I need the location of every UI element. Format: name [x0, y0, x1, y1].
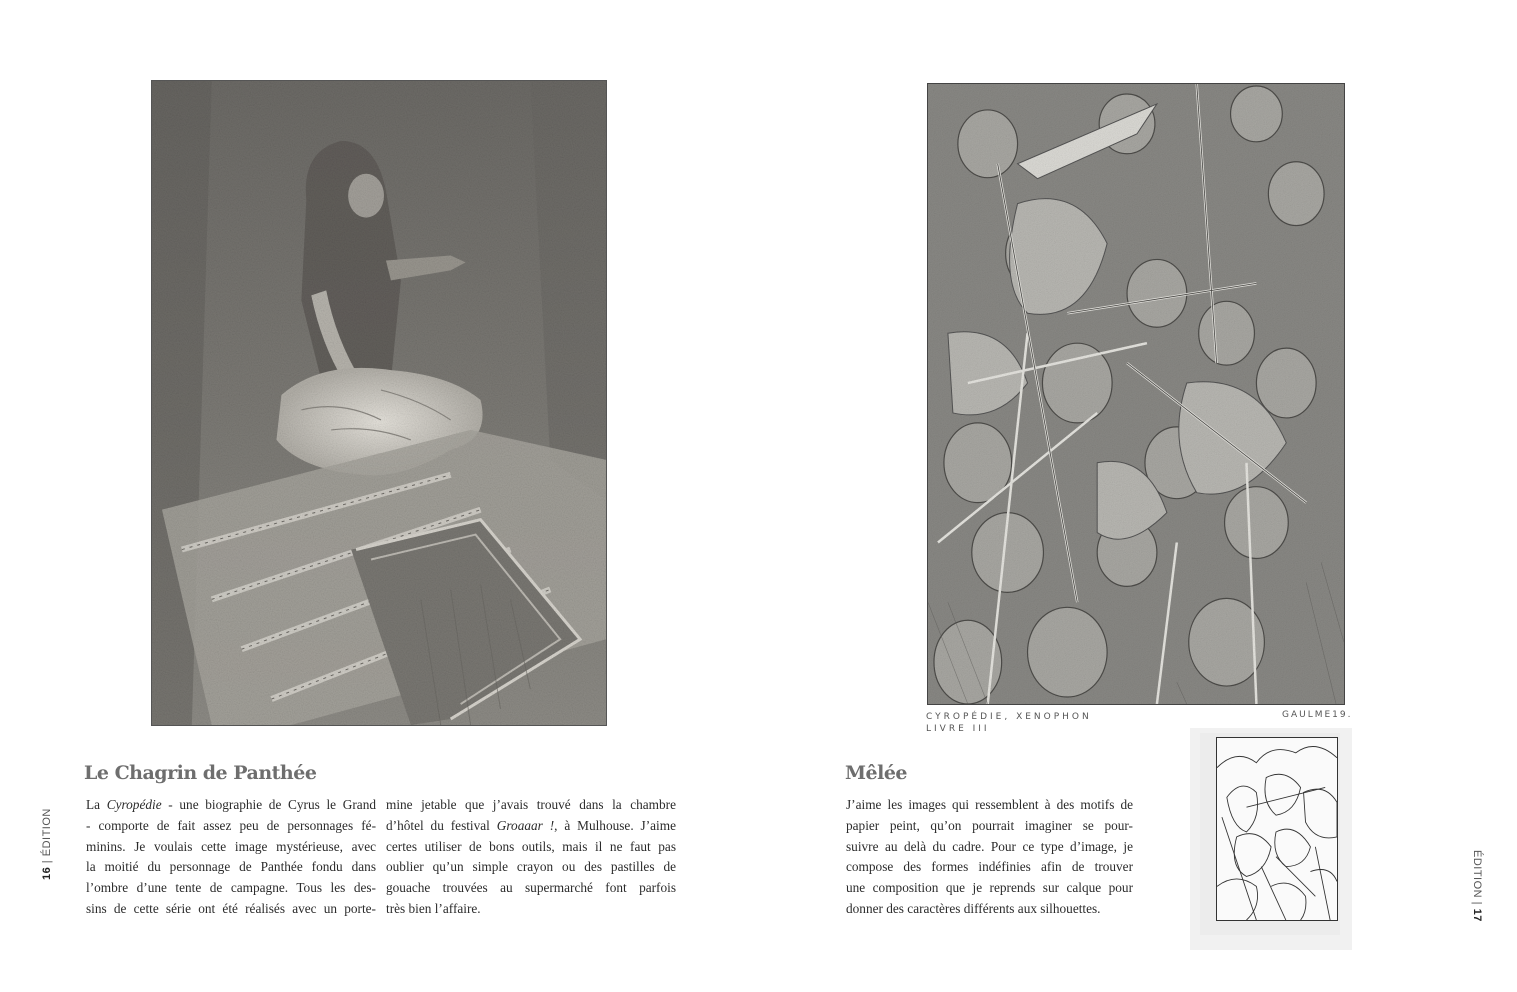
text-line: gouache trouvées au supermarché font parfois [386, 880, 676, 896]
page-number: 16 [41, 866, 53, 880]
text-run: - une biographie de Cyrus le Grand [161, 797, 376, 812]
page-number: 17 [1471, 908, 1483, 922]
section-title-chagrin: Le Chagrin de Panthée [84, 762, 317, 784]
text-line: la moitié du personnage de Panthée fondu dans [86, 859, 376, 875]
text-line [386, 816, 676, 837]
body-column-right-1 [846, 795, 1133, 920]
text-line: sins de cette série ont été réalisés avec un porte- [86, 900, 376, 916]
text-line: l’ombre d’une tente de campagne. Tous les des- [86, 880, 376, 896]
artwork-melee [927, 83, 1345, 705]
text-line [86, 795, 376, 816]
body-column-left-1 [86, 795, 376, 920]
folio-right: ÉDITION | 17 [1471, 850, 1483, 922]
line-tracing [1217, 738, 1337, 920]
text-line: certes utiliser de bons outils, mais il ne faut pas [386, 838, 676, 854]
text-line: très bien l’affaire. [386, 900, 481, 916]
text-line: suivre au delà du cadre. Pour ce type d’image, je [846, 838, 1133, 854]
artist-signature: GAULME19. [1282, 710, 1353, 720]
running-head: ÉDITION [41, 808, 53, 857]
pencil-drawing-panthee [152, 81, 606, 725]
text-line: mine jetable que j’avais trouvé dans la chambre [386, 797, 676, 812]
text-line: papier peint, qu’on pourrait imaginer se pour- [846, 817, 1133, 833]
text-line: minins. Je voulais cette image mystérieuse, avec [86, 838, 376, 854]
text-run: d’hôtel du festival [386, 817, 497, 833]
body-column-left-2 [386, 795, 676, 920]
section-title-melee: Mêlée [845, 762, 908, 784]
folio-left: 16 | ÉDITION [41, 808, 53, 880]
handwritten-book: LIVRE III [926, 724, 990, 734]
running-head: ÉDITION [1471, 850, 1483, 899]
text-line: une composition que je reprends sur calque pour [846, 880, 1133, 896]
italic-festival-name: Groaaar ! [496, 817, 555, 833]
text-line: donner des caractères différents aux silhouettes. [846, 900, 1101, 916]
italic-title-cyropedie: Cyropédie [106, 797, 162, 812]
text-line: oublier qu’un simple crayon ou des pastilles de [386, 859, 676, 875]
handwritten-title: CYROPÉDIE, XENOPHON [926, 712, 1092, 722]
text-line: J’aime les images qui ressemblent à des motifs de [846, 797, 1133, 812]
pencil-drawing-melee [928, 84, 1344, 704]
artwork-chagrin-de-panthee [151, 80, 607, 726]
text-run: , à Mulhouse. J’aime [554, 817, 676, 833]
text-line: - comporte de fait assez peu de personnages fé- [86, 817, 376, 833]
artwork-tracing-calque [1216, 737, 1338, 921]
text-line: compose des formes indéfinies afin de trouver [846, 859, 1133, 875]
text-run: La [86, 797, 107, 812]
